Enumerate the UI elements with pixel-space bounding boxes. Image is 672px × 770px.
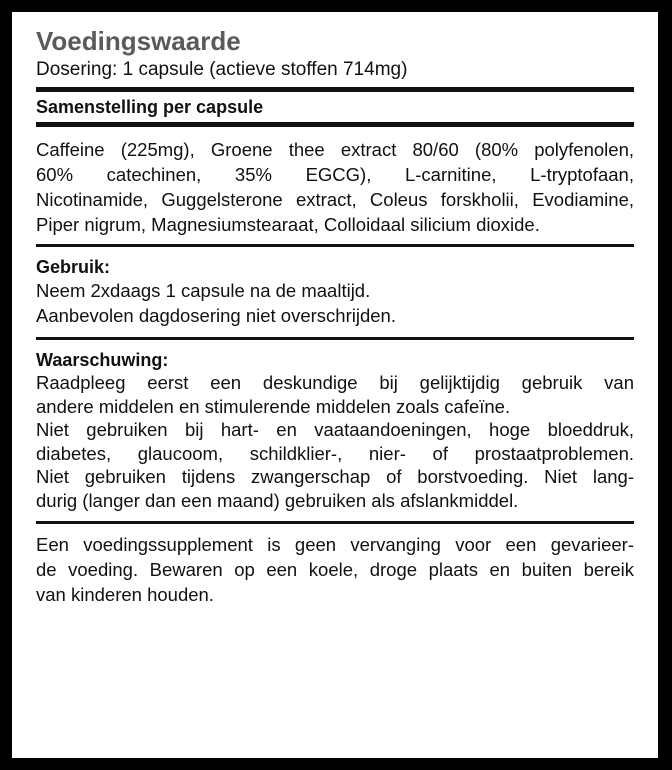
label-title: Voedingswaarde bbox=[36, 26, 241, 56]
footer-text bbox=[36, 532, 634, 607]
composition-line: 60% catechinen, 35% EGCG), L-carnitine, L-tryptofaan, bbox=[36, 164, 634, 185]
usage-text bbox=[36, 278, 634, 328]
composition-text bbox=[36, 137, 634, 237]
usage-line: Neem 2xdaags 1 capsule na de maaltijd. bbox=[36, 280, 371, 301]
divider bbox=[36, 244, 634, 247]
warning-line: Raadpleeg eerst een deskundige bij gelijktijdig gebruik van bbox=[36, 372, 634, 393]
warning-line: durig (langer dan een maand) gebruiken als afslankmiddel. bbox=[36, 489, 519, 511]
usage-line: Aanbevolen dagdosering niet overschrijden. bbox=[36, 305, 396, 326]
divider bbox=[36, 337, 634, 340]
warning-line: Niet gebruiken tijdens zwangerschap of borstvoeding. Niet lang- bbox=[36, 466, 634, 487]
composition-heading: Samenstelling per capsule bbox=[36, 97, 264, 117]
dosage-text: Dosering: 1 capsule (actieve stoffen 714mg) bbox=[36, 59, 408, 80]
warning-line: diabetes, glaucoom, schildklier-, nier- of prostaatproblemen. bbox=[36, 442, 634, 464]
footer-line: Een voedingssupplement is geen vervanging voor een gevarieer- bbox=[36, 534, 634, 555]
warning-line: andere middelen en stimulerende middelen zoals cafeïne. bbox=[36, 395, 511, 417]
divider-thick bbox=[36, 122, 634, 127]
footer-line: van kinderen houden. bbox=[36, 584, 214, 605]
composition-line: Nicotinamide, Guggelsterone extract, Coleus forskholii, Evodiamine, bbox=[36, 189, 634, 210]
warning-line: Niet gebruiken bij hart- en vaataandoeningen, hoge bloeddruk, bbox=[36, 419, 634, 440]
warning-heading: Waarschuwing: bbox=[36, 350, 169, 370]
nutrition-label-panel bbox=[12, 12, 658, 758]
composition-line: Piper nigrum, Magnesiumstearaat, Colloidaal silicium dioxide. bbox=[36, 214, 540, 235]
usage-heading: Gebruik: bbox=[36, 257, 111, 277]
divider bbox=[36, 521, 634, 524]
warning-text bbox=[36, 371, 634, 512]
divider-thick bbox=[36, 87, 634, 92]
composition-line: Caffeine (225mg), Groene thee extract 80/60 (80% polyfenolen, bbox=[36, 139, 634, 160]
footer-line: de voeding. Bewaren op een koele, droge plaats en buiten bereik bbox=[36, 559, 634, 580]
